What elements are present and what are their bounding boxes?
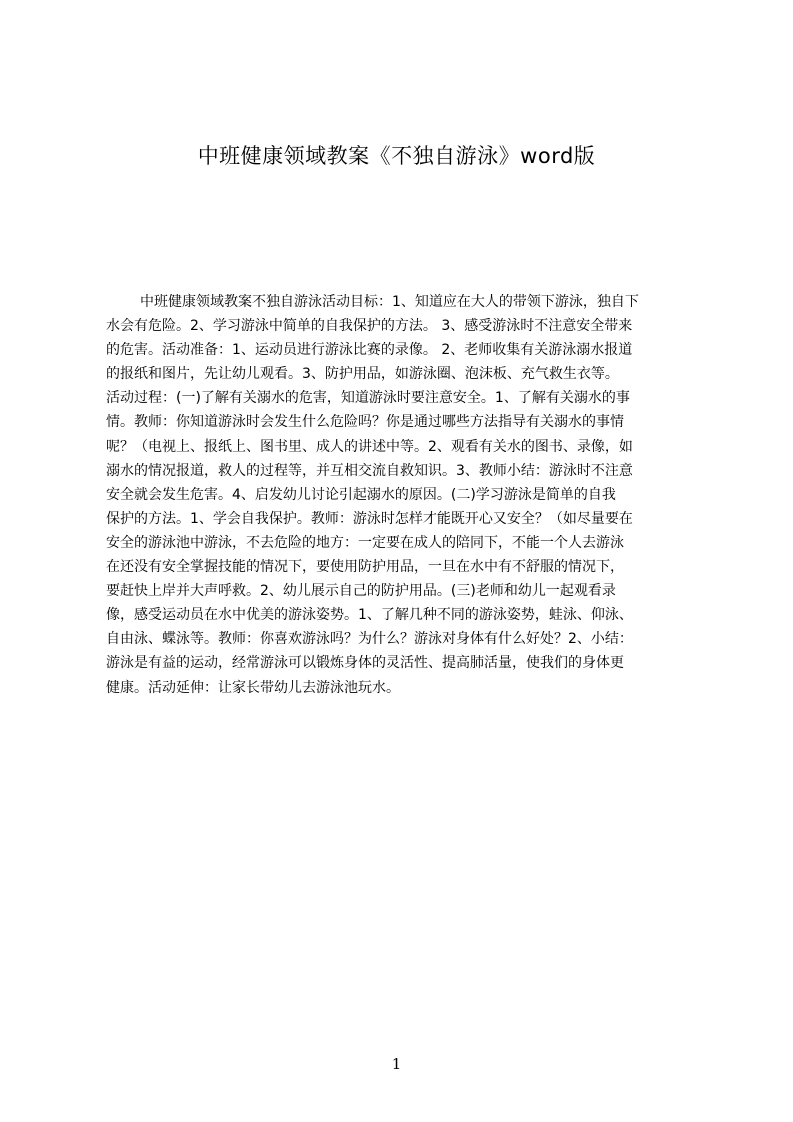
- body-line: 在还没有安全掌握技能的情况下，要使用防护用品，一旦在水中有不舒服的情况下，: [106, 559, 624, 576]
- body-line: 的危害。活动准备：1、运动员进行游泳比赛的录像。 2、老师收集有关游泳溺水报道: [106, 342, 633, 359]
- body-line: 呢？（电视上、报纸上、图书里、成人的讲述中等。2、观看有关水的图书、录像，如: [106, 438, 633, 455]
- page-number: 1: [391, 1055, 402, 1073]
- body-line: 溺水的情况报道，救人的过程等，并互相交流自救知识。3、教师小结：游泳时不注意: [106, 462, 633, 479]
- body-line: 情。教师：你知道游泳时会发生什么危险吗？你是通过哪些方法指导有关溺水的事情: [106, 414, 624, 431]
- body-line: 保护的方法。1、学会自我保护。教师：游泳时怎样才能既开心又安全？（如尽量要在: [106, 510, 633, 527]
- body-line: 安全就会发生危害。4、启发幼儿讨论引起溺水的原因。(二)学习游泳是简单的自我: [106, 486, 616, 503]
- document-body: [106, 290, 696, 750]
- body-line: 像，感受运动员在水中优美的游泳姿势。1、了解几种不同的游泳姿势，蛙泳、仰泳、: [106, 607, 633, 624]
- body-line: 安全的游泳池中游泳，不去危险的地方：一定要在成人的陪同下，不能一个人去游泳: [106, 534, 624, 551]
- body-line: 水会有危险。2、学习游泳中简单的自我保护的方法。 3、感受游泳时不注意安全带来: [106, 318, 633, 335]
- body-line: 活动过程：(一)了解有关溺水的危害，知道游泳时要注意安全。1、了解有关溺水的事: [106, 390, 630, 407]
- document-title: 中班健康领域教案《不独自游泳》word版: [197, 144, 596, 168]
- body-line: 健康。活动延伸：让家长带幼儿去游泳池玩水。: [106, 679, 400, 696]
- body-line: 中班健康领域教案不独自游泳活动目标：1、知道应在大人的带领下游泳，独自下: [140, 294, 639, 310]
- body-line: 游泳是有益的运动，经常游泳可以锻炼身体的灵活性、提高肺活量，使我们的身体更: [106, 655, 624, 672]
- body-line: 自由泳、蝶泳等。教师：你喜欢游泳吗？为什么？游泳对身体有什么好处？2、小结：: [106, 631, 633, 648]
- body-line: 的报纸和图片，先让幼儿观看。3、防护用品，如游泳圈、泡沫板、充气救生衣等。: [106, 366, 619, 383]
- body-line: 要赶快上岸并大声呼救。2、幼儿展示自己的防护用品。(三)老师和幼儿一起观看录: [106, 583, 616, 600]
